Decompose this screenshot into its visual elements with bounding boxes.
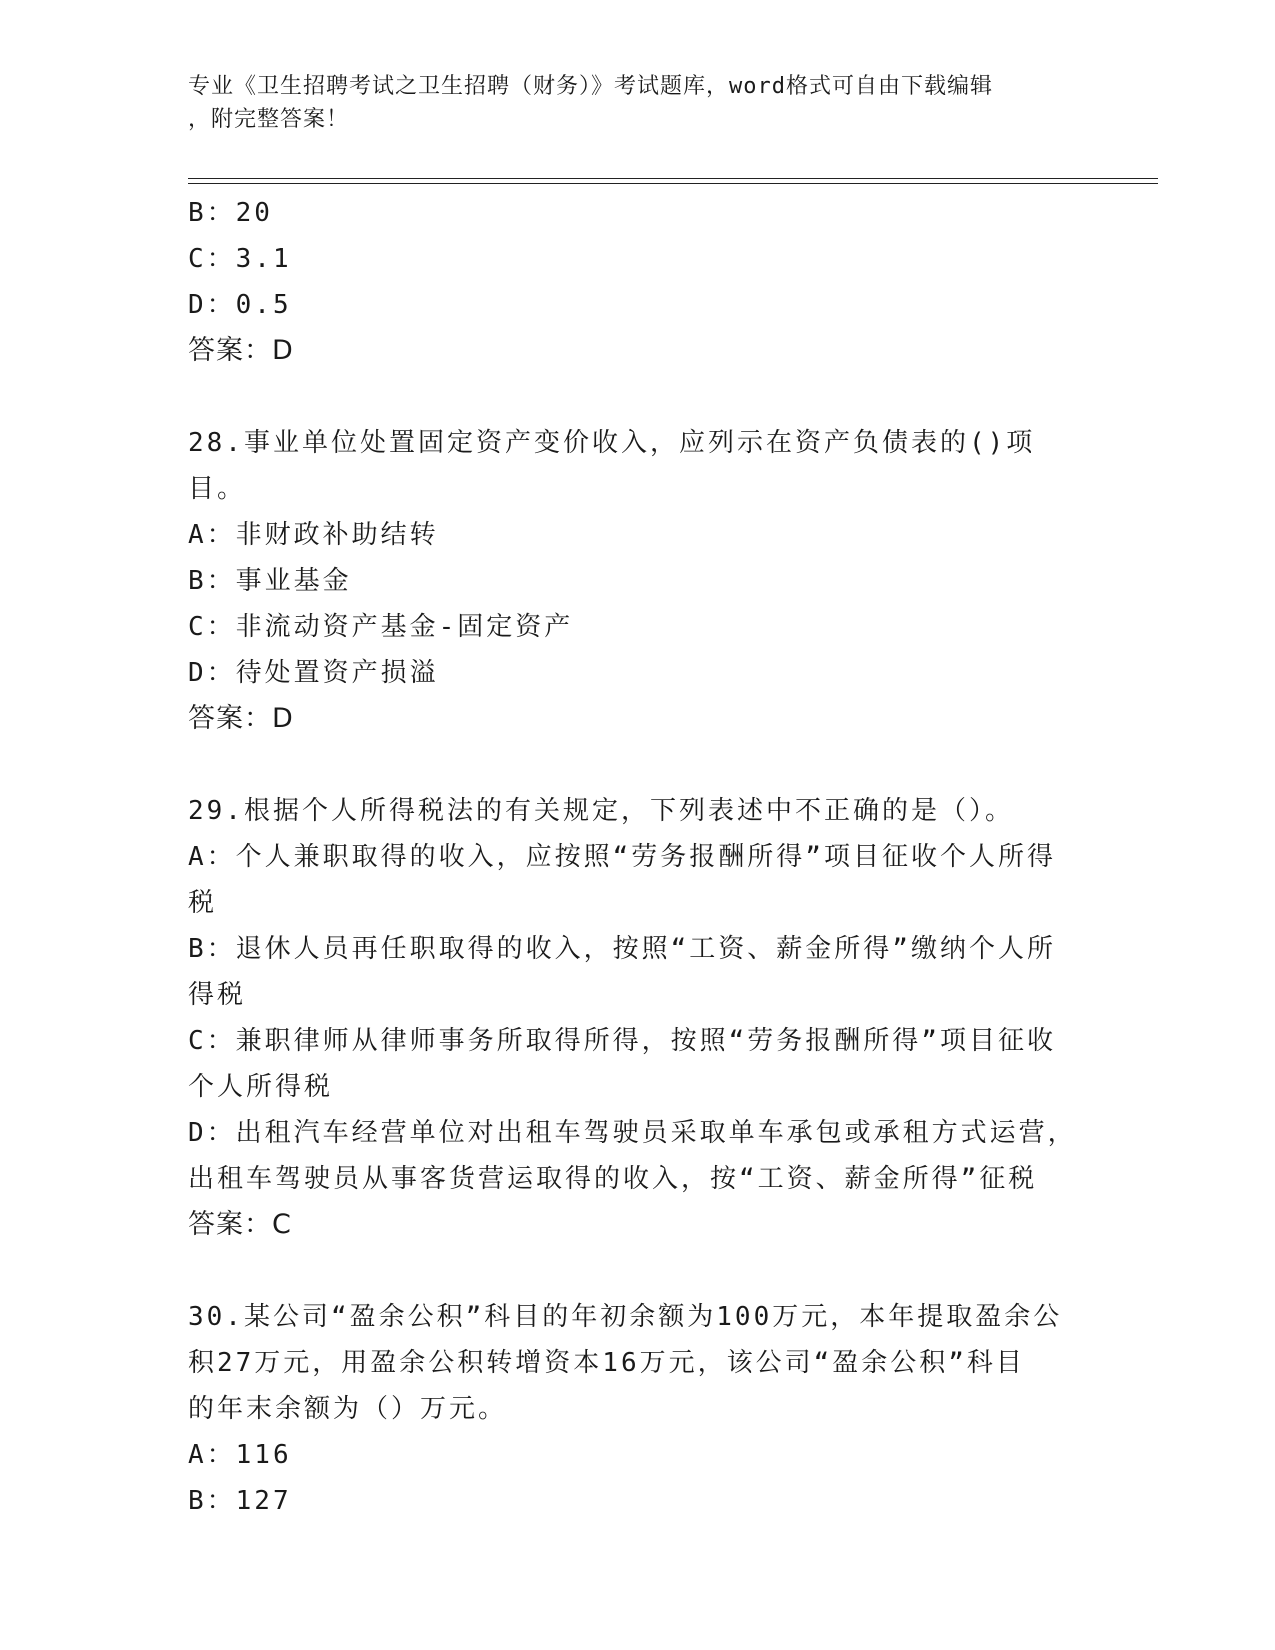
question-text-continued: 的年末余额为（）万元。: [188, 1394, 508, 1424]
option-a: A：个人兼职取得的收入，应按照“劳务报酬所得”项目征收个人所得: [188, 842, 1056, 872]
spacer: [188, 1248, 1088, 1294]
question-28: [188, 420, 1088, 742]
option-b: B：事业基金: [188, 566, 352, 596]
header-rule-top: [188, 178, 1158, 179]
option-b: B：127: [188, 1486, 292, 1516]
header-line-1: 专业《卫生招聘考试之卫生招聘（财务）》考试题库，word格式可自由下载编辑: [188, 74, 993, 99]
option-c: C：非流动资产基金-固定资产: [188, 612, 574, 642]
question-27-tail: [188, 190, 1088, 374]
question-text: 29.根据个人所得税法的有关规定，下列表述中不正确的是（）。: [188, 796, 1014, 826]
header-rule-bottom: [188, 183, 1158, 184]
option-d: D：待处置资产损溢: [188, 658, 439, 688]
question-text: 30.某公司“盈余公积”科目的年初余额为100万元，本年提取盈余公: [188, 1302, 1063, 1332]
option-b: B：20: [188, 198, 273, 228]
header-line-2: ，附完整答案！: [188, 107, 350, 132]
option-b-continued: 得税: [188, 980, 247, 1010]
option-c: C：3.1: [188, 244, 292, 274]
question-list: [188, 190, 1088, 1524]
option-a: A：非财政补助结转: [188, 520, 439, 550]
spacer: [188, 742, 1088, 788]
question-30: [188, 1294, 1088, 1524]
option-c-continued: 个人所得税: [188, 1072, 334, 1102]
option-b: B：退休人员再任职取得的收入，按照“工资、薪金所得”缴纳个人所: [188, 934, 1056, 964]
question-text: 28.事业单位处置固定资产变价收入，应列示在资产负债表的()项目。: [188, 428, 1036, 504]
answer: 答案：D: [188, 335, 294, 366]
option-d: D：0.5: [188, 290, 292, 320]
spacer: [188, 374, 1088, 420]
answer: 答案：C: [188, 1209, 292, 1240]
option-a: A：116: [188, 1440, 292, 1470]
question-29: [188, 788, 1088, 1248]
page-header: [188, 70, 1088, 136]
question-text-continued: 积27万元，用盈余公积转增资本16万元，该公司“盈余公积”科目: [188, 1348, 1025, 1378]
answer: 答案：D: [188, 703, 294, 734]
option-d-continued: 出租车驾驶员从事客货营运取得的收入，按“工资、薪金所得”征税: [188, 1164, 1038, 1194]
option-a-continued: 税: [188, 888, 218, 918]
option-c: C：兼职律师从律师事务所取得所得，按照“劳务报酬所得”项目征收: [188, 1026, 1056, 1056]
option-d: D：出租汽车经营单位对出租车驾驶员采取单车承包或承租方式运营，: [188, 1118, 1077, 1148]
